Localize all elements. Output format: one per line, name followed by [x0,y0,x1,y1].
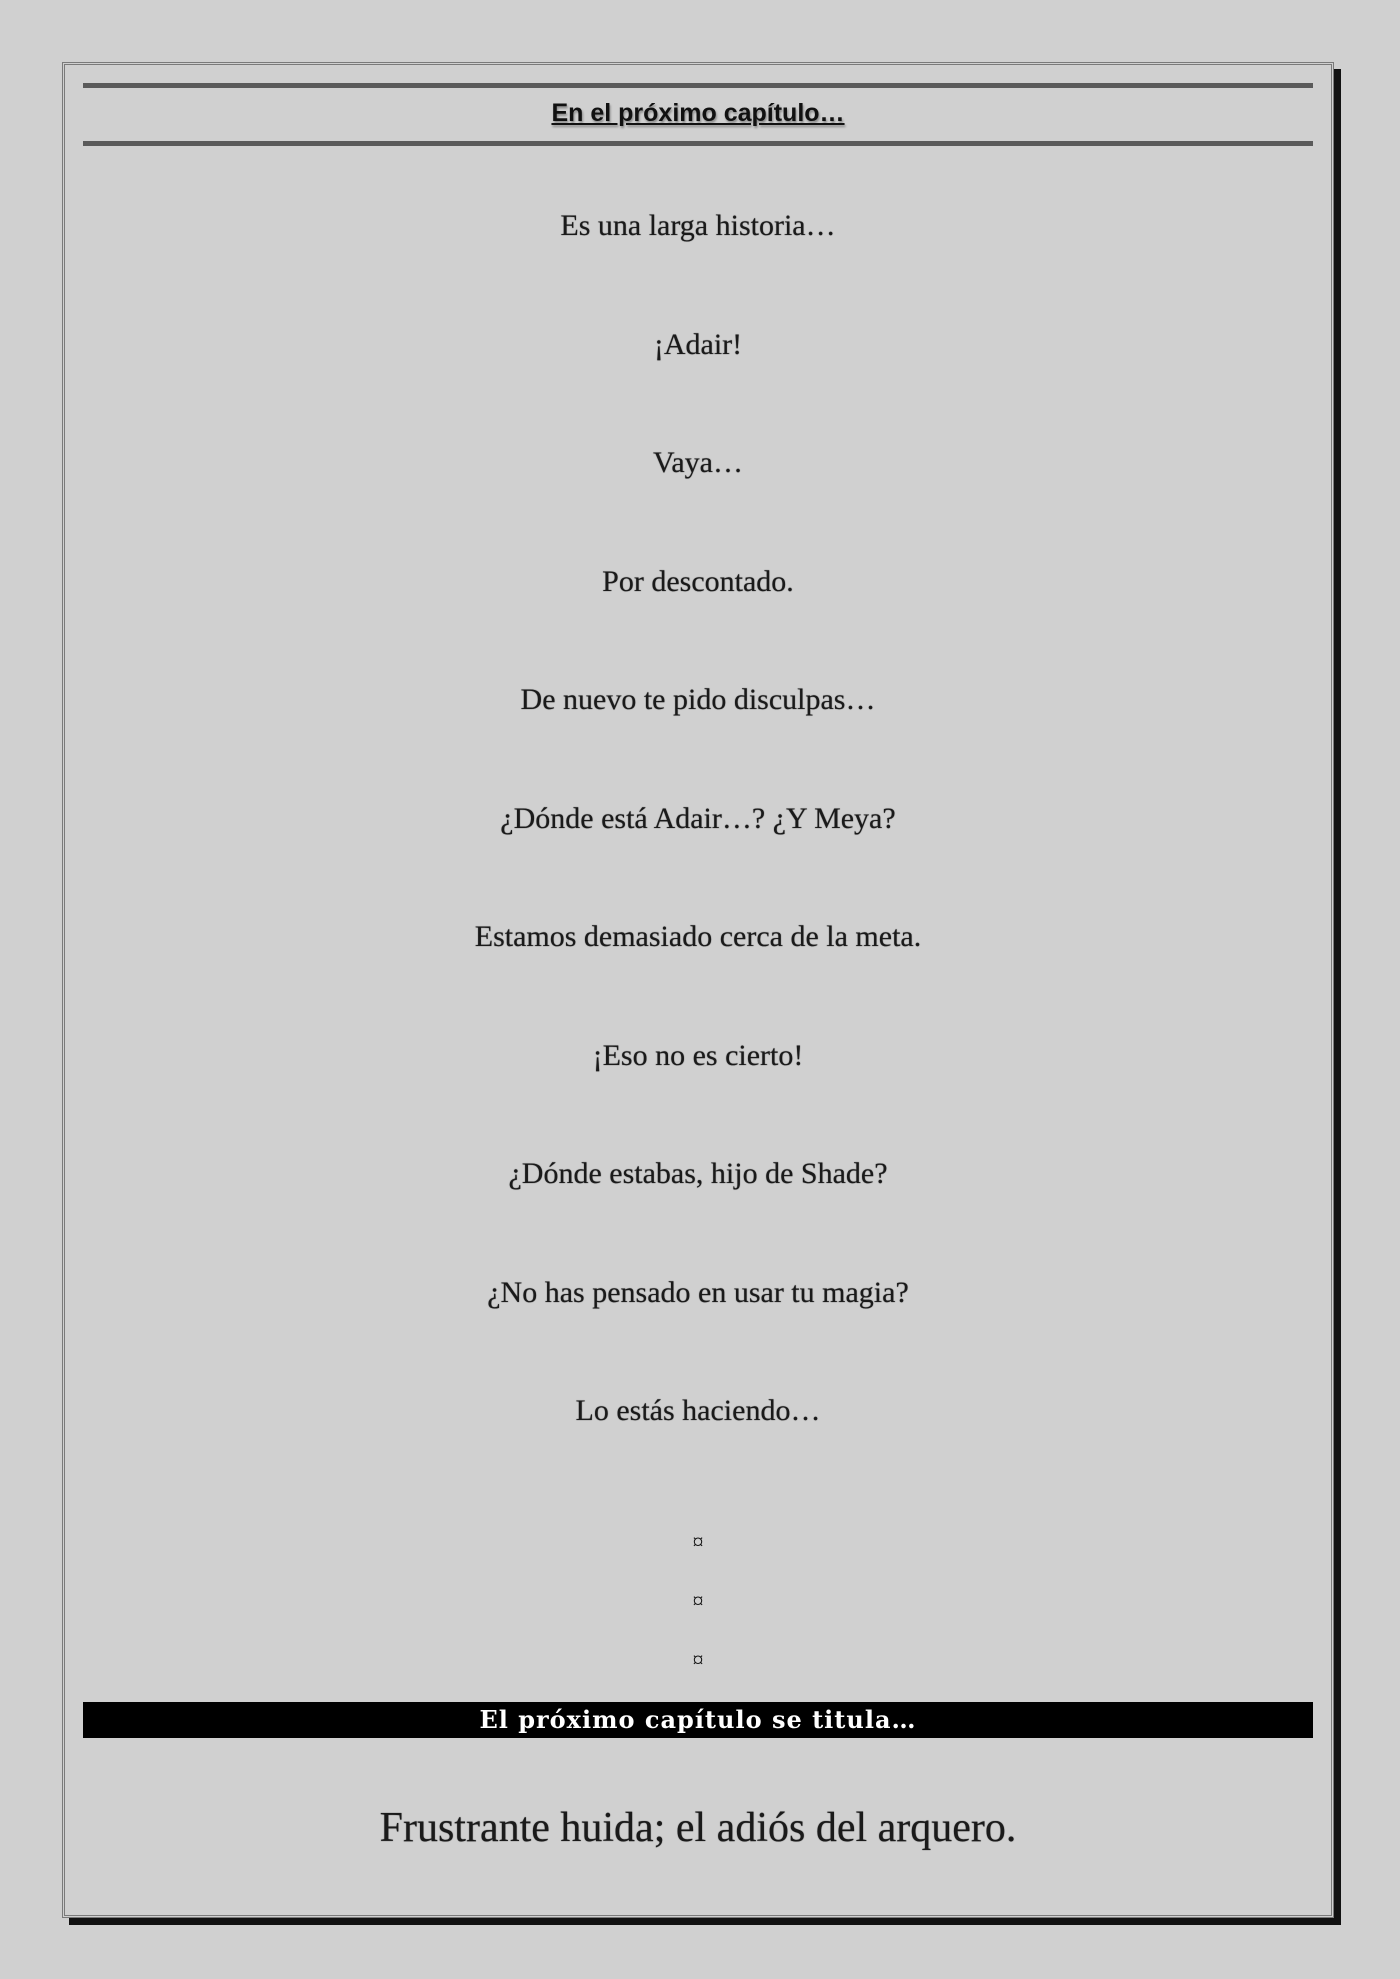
dialogue-line: Lo estás haciendo… [575,1394,821,1427]
dialogue-line: De nuevo te pido disculpas… [520,683,876,716]
page-frame [62,62,1334,1918]
dialogue-line: ¡Adair! [653,327,743,361]
dialogue-line: ¿Dónde está Adair…? ¿Y Meya? [500,801,896,835]
ornament-separator [65,1531,1331,1708]
next-chapter-title: Frustrante huida; el adiós del arquero. [379,1805,1017,1851]
dialogue-line: Estamos demasiado cerca de la meta. [474,920,922,953]
header-rule-top [83,83,1313,88]
dialogue-line: Vaya… [653,446,743,479]
dialogue-line: ¿No has pensado en usar tu magia? [487,1275,909,1309]
ornament-icon: ¤ [692,1588,704,1613]
ornament-icon: ¤ [692,1529,704,1554]
dialogue-line: ¡Eso no es cierto! [592,1038,804,1072]
header-rule-bottom [83,141,1313,146]
dialogue-line: Por descontado. [602,564,794,598]
dialogue-line: Es una larga historia… [560,209,836,242]
header-title: En el próximo capítulo… [551,99,845,127]
ornament-icon: ¤ [692,1647,704,1672]
dialogue-line: ¿Dónde estabas, hijo de Shade? [508,1157,888,1190]
dialogue-lines [65,211,1331,1515]
next-chapter-banner: El próximo capítulo se titula… [83,1702,1313,1738]
